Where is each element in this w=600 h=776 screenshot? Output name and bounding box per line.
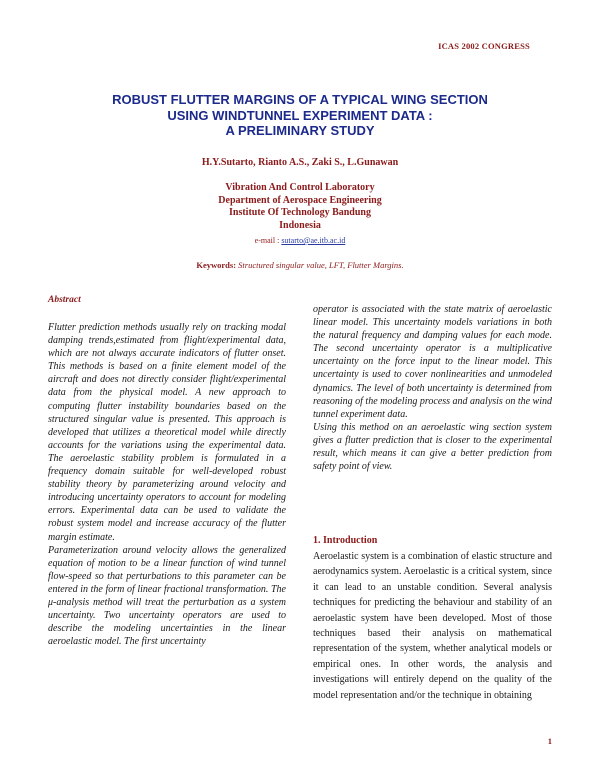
affiliation-inst: Institute Of Technology Bandung (229, 207, 371, 218)
affiliation-dept: Department of Aerospace Engineering (218, 194, 382, 206)
abstract-paragraph-3: operator is associated with the state matrix of aeroelastic linear model. This uncertainty models variations in both the natural frequency and damping values for each mode. The second uncertainty operator is a multiplicative uncertainty on the force input to the linear model. This uncertainty is used to cover nonlinearities and unmodeled dynamics. The level of both uncertainty is determined from reasoning of the modeling process and analysis on the wind tunnel experiment data. (313, 304, 552, 420)
affiliation-country: Indonesia (279, 219, 321, 231)
abstract-left-column (48, 321, 286, 648)
title-line-1: ROBUST FLUTTER MARGINS OF A TYPICAL WING SECTION (112, 92, 488, 107)
abstract-right-column (313, 303, 552, 473)
abstract-paragraph-4: Using this method on an aeroelastic wing section system gives a flutter prediction that is closer to the experimental result, which means it can give a better prediction from safety point of view. (313, 421, 552, 473)
title-line-2: USING WINDTUNNEL EXPERIMENT DATA : (167, 107, 433, 123)
abstract-paragraph-2: Parameterization around velocity allows the generalized equation of motion to be a linear function of wind tunnel flow-speed so that perturbations to this parameter can be entered in the form of linear fractional transformation. The μ-analysis method will treat the perturbation as a system uncertainty. Two uncertainty operators are used to describe the modeling uncertainties in the linear aeroelastic model. The first uncertainty (48, 544, 286, 648)
keywords-line (0, 260, 600, 270)
paper-title (0, 92, 600, 139)
affiliation-lab: Vibration And Control Laboratory (225, 182, 375, 193)
title-line-3: A PRELIMINARY STUDY (225, 123, 375, 138)
keywords-value: Structured singular value, LFT, Flutter Margins. (238, 260, 404, 270)
abstract-paragraph-1: Flutter prediction methods usually rely on tracking modal damping trends,estimated from flight/experimental data, which are not always accurate indicators of flutter onset. This methods is based on a finite element model of the aircraft and does not directly consider flight/experimental data from the physical model. A new approach to computing flutter instability boundaries based on the structured singular value is presented. This approach is developed that utilizes a theoretical model while directly accounts for the variations using the experimental data. The aeroelastic stability problem is formulated in a frequency domain suitable for well-developed robust stability theory by parameterizing around velocity and introducing uncertainty operators to account for modeling errors. Experimental data can be used to validate the robust system model and increase accuracy of the flutter margin estimate. (48, 322, 286, 543)
introduction-heading: 1. Introduction (313, 535, 378, 546)
affiliation (0, 182, 600, 232)
author-list: H.Y.Sutarto, Rianto A.S., Zaki S., L.Gunawan (201, 157, 399, 168)
introduction-paragraph: Aeroelastic system is a combination of elastic structure and aerodynamics system. Aeroelastic is a critical system, since it can lead to an unstable condition. Several analysis techniques for predicting the behaviour and stability of an aeroelastic system have been developed. Most of those techniques based their analysis on mathematical representation of the system, whether analytical models or empirical ones. In other words, the analysis and investigations will entirely depend on the quality of the model representation and/or the technique in obtaining (313, 551, 552, 701)
conference-header: ICAS 2002 CONGRESS (438, 41, 530, 51)
keywords-label: Keywords: (196, 260, 237, 270)
email-line (0, 236, 600, 245)
introduction-text (313, 549, 552, 703)
abstract-heading: Abstract (48, 295, 81, 305)
email-label: e-mail : (254, 236, 282, 245)
email-link[interactable]: sutarto@ae.itb.ac.id (281, 236, 346, 245)
page-number: 1 (547, 736, 552, 746)
